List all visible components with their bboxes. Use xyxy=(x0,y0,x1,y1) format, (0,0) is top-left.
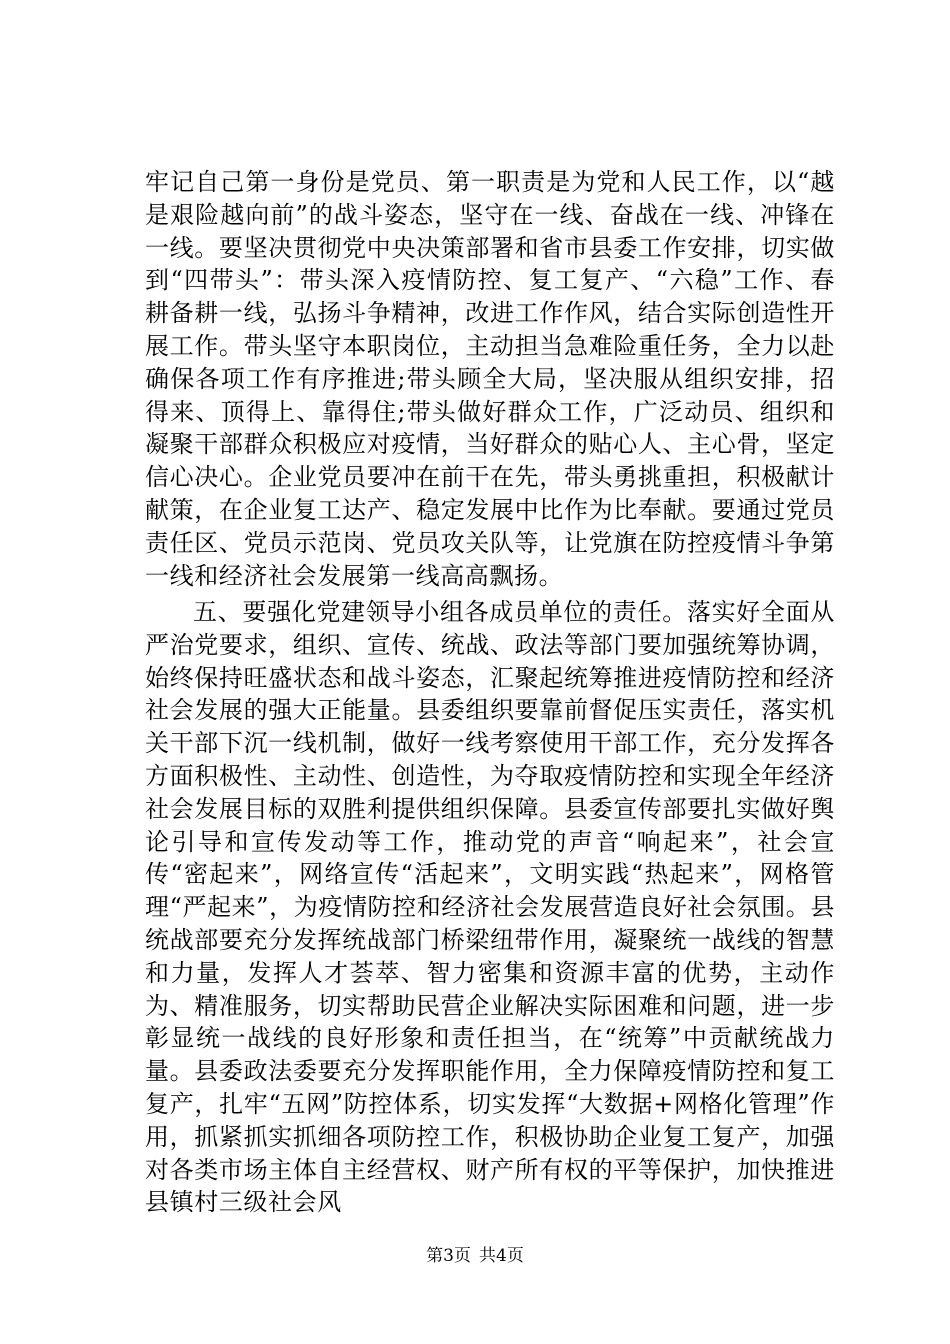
paragraph-section-five: 五、要强化党建领导小组各成员单位的责任。落实好全面从严治党要求，组织、宣传、统战、政法等部门要加强统筹协调，始终保持旺盛状态和战斗姿态，汇聚起统筹推进疫情防控和经济社会发展的强大正能量。县委组织要靠前督促压实责任，落实机关干部下沉一线机制，做好一线考察使用干部工作，充分发挥各方面积极性、主动性、创造性，为夺取疫情防控和实现全年经济社会发展目标的双胜利提供组织保障。县委宣传部要扎实做好舆论引导和宣传发动等工作，推动党的声音“响起来”，社会宣传“密起来”，网络宣传“活起来”，文明实践“热起来”，网格管理“严起来”，为疫情防控和经济社会发展营造良好社会氛围。县统战部要充分发挥统战部门桥梁纽带作用，凝聚统一战线的智慧和力量，发挥人才荟萃、智力密集和资源丰富的优势，主动作为、精准服务，切实帮助民营企业解决实际困难和问题，进一步彰显统一战线的良好形象和责任担当，在“统筹”中贡献统战力量。县委政法委要充分发挥职能作用，全力保障疫情防控和复工复产，扎牢“五网”防控体系，切实发挥“大数据+网格化管理”作用，抓紧抓实抓细各项防控工作，积极协助企业复工复产，加强对各类市场主体自主经营权、财产所有权的平等保护，加快推进县镇村三级社会风 xyxy=(145,598,835,1217)
page-number: 第3页 xyxy=(426,1246,471,1266)
page-total: 共4页 xyxy=(479,1246,524,1266)
page-footer xyxy=(0,1246,950,1266)
paragraph-party-members-duty: 牢记自己第一身份是党员、第一职责是为党和人民工作，以“越是艰险越向前”的战斗姿态，坚守在一线、奋战在一线、冲锋在一线。要坚决贯彻党中央决策部署和省市县委工作安排，切实做到“四带头”：带头深入疫情防控、复工复产、“六稳”工作、春耕备耕一线，弘扬斗争精神，改进工作作风，结合实际创造性开展工作。带头坚守本职岗位，主动担当急难险重任务，全力以赴确保各项工作有序推进;带头顾全大局，坚决服从组织安排，招得来、顶得上、靠得住;带头做好群众工作，广泛动员、组织和凝聚干部群众积极应对疫情，当好群众的贴心人、主心骨，坚定信心决心。企业党员要冲在前干在先，带头勇挑重担，积极献计献策，在企业复工达产、稳定发展中比作为比奉献。要通过党员责任区、党员示范岗、党员攻关队等，让党旗在防控疫情斗争第一线和经济社会发展第一线高高飘扬。 xyxy=(145,168,835,590)
